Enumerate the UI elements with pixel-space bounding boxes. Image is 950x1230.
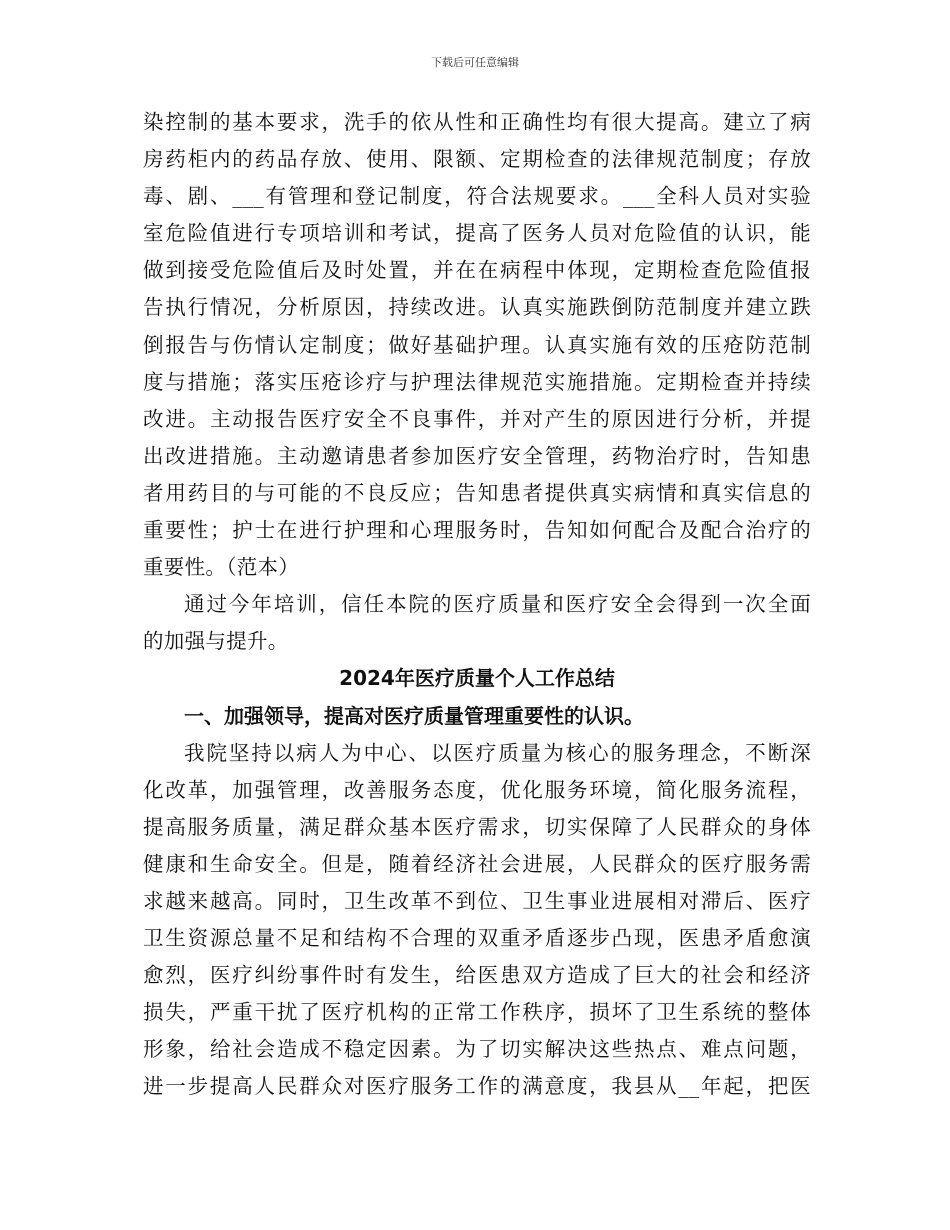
text-line: 我院坚持以病人为中心、以医疗质量为核心的服务理念，不断深 — [184, 740, 811, 765]
text-line: 通过今年培训，信任本院的医疗质量和医疗安全会得到一次全面 — [184, 592, 811, 617]
document-body — [143, 104, 811, 1106]
text-line: 形象，给社会造成不稳定因素。为了切实解决这些热点、难点问题， — [143, 1037, 811, 1062]
text-line: 进一步提高人民群众对医疗服务工作的满意度，我县从__年起，把医 — [143, 1074, 811, 1099]
page-header: 下载后可任意编辑 — [431, 56, 519, 69]
text-line: 卫生资源总量不足和结构不合理的双重矛盾逐步凸现，医患矛盾愈演 — [143, 926, 811, 951]
text-line: 的加强与提升。 — [143, 629, 289, 654]
text-line: 房药柜内的药品存放、使用、限额、定期检查的法律规范制度；存放 — [143, 147, 811, 172]
paragraph-continued — [143, 104, 811, 586]
text-line: 染控制的基本要求，洗手的依从性和正确性均有很大提高。建立了病 — [143, 110, 811, 134]
text-line: 者用药目的与可能的不良反应；告知患者提供真实病情和真实信息的 — [143, 480, 811, 505]
text-line: 出改进措施。主动邀请患者参加医疗安全管理，药物治疗时，告知患 — [143, 443, 811, 468]
text-line: 倒报告与伤情认定制度；做好基础护理。认真实施有效的压疮防范制 — [143, 332, 811, 357]
text-line: 告执行情况，分析原因，持续改进。认真实施跌倒防范制度并建立跌 — [143, 295, 811, 320]
text-line: 愈烈，医疗纠纷事件时有发生，给医患双方造成了巨大的社会和经济 — [143, 963, 811, 988]
text-line: 度与措施；落实压疮诊疗与护理法律规范实施措施。定期检查并持续 — [143, 369, 811, 394]
text-line: 提高服务质量，满足群众基本医疗需求，切实保障了人民群众的身体 — [143, 814, 811, 839]
section-title: 2024年医疗质量个人工作总结 — [339, 666, 615, 691]
text-line: 改进。主动报告医疗安全不良事件，并对产生的原因进行分析，并提 — [143, 406, 811, 431]
text-line: 化改革，加强管理，改善服务态度，优化服务环境，简化服务流程， — [143, 777, 811, 802]
text-line: 做到接受危险值后及时处置，并在在病程中体现，定期检查危险值报 — [143, 258, 811, 283]
text-line: 求越来越高。同时，卫生改革不到位、卫生事业进展相对滞后、医疗 — [143, 888, 811, 913]
text-line: 损失，严重干扰了医疗机构的正常工作秩序，损坏了卫生系统的整体 — [143, 1000, 811, 1025]
paragraph-training — [143, 586, 811, 660]
text-line: 重要性；护士在进行护理和心理服务时，告知如何配合及配合治疗的 — [143, 518, 811, 543]
section-heading: 一、加强领导，提高对医疗质量管理重要性的认识。 — [184, 703, 644, 728]
paragraph-summary — [143, 735, 811, 1106]
text-line: 毒、剧、___有管理和登记制度，符合法规要求。___全科人员对实验 — [143, 184, 811, 209]
text-line: 室危险值进行专项培训和考试，提高了医务人员对危险值的认识，能 — [143, 221, 811, 246]
text-line: 重要性。（范本） — [143, 555, 300, 580]
text-line: 健康和生命安全。但是，随着经济社会进展，人民群众的医疗服务需 — [143, 851, 811, 876]
